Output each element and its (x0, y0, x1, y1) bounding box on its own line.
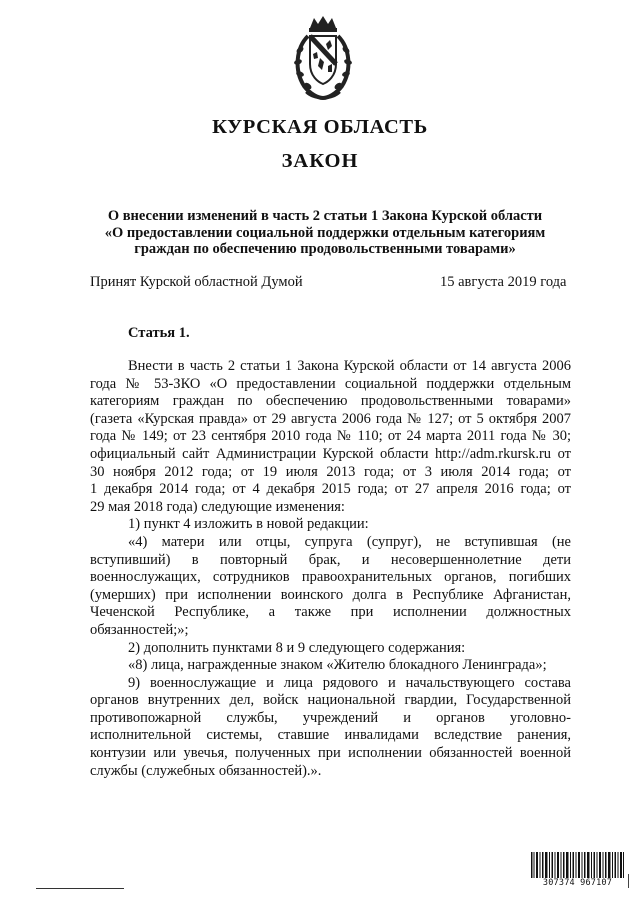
text-line: года № 149; от 23 сентября 2010 года № 110; от 24 марта 2011 года № 30; (90, 428, 571, 445)
text-line: 9) военнослужащие и лица рядового и начальствующего состава (128, 674, 571, 691)
adopted-by-text: Принят Курской областной Думой (90, 274, 303, 290)
text-line: службы (служебных обязанностей).». (90, 762, 322, 779)
text-line: Чеченской Республике, а также при исполнении должностных (90, 604, 571, 621)
subject-line: граждан по обеспечению продовольственными товарами» (134, 241, 516, 257)
adoption-date: 15 августа 2019 года (440, 274, 567, 290)
document-type-heading: ЗАКОН (281, 150, 359, 172)
text-line: вступивший) в повторный брак, и несовершеннолетние дети (90, 551, 571, 568)
text-line: контузии или увечья, полученных при исполнении обязанностей военной (90, 745, 571, 762)
text-line: «8) лица, награжденные знаком «Жителю блокадного Ленинграда»; (128, 657, 547, 674)
text-line: года № 53-ЗКО «О предоставлении социальной поддержки отдельным (90, 375, 571, 392)
article-title: Статья 1. (128, 325, 190, 341)
text-line: обязанностей;»; (90, 621, 189, 638)
text-line: 30 ноября 2012 года; от 19 июля 2013 года; от 3 июля 2014 года; от (90, 463, 571, 480)
subject-line: «О предоставлении социальной поддержки отдельным категориям (104, 224, 546, 241)
barcode-number: 307374 967107 (530, 878, 625, 888)
text-line: исполнительной системы, ставшие инвалидами вследствие ранения, (90, 727, 571, 744)
footer-divider (36, 888, 124, 889)
text-line: (умерших) при исполнении воинского долга в Республике Афганистан, (90, 586, 571, 603)
text-line: 2) дополнить пунктами 8 и 9 следующего содержания: (128, 639, 466, 656)
text-line: 29 мая 2018 года) следующие изменения: (90, 498, 345, 515)
law-subject-title (90, 208, 560, 258)
subject-line: О внесении изменений в часть 2 статьи 1 Закона Курской области (107, 208, 543, 224)
text-line: противопожарной службы, учреждений и органов уголовно- (90, 709, 571, 726)
text-line: органов внутренних дел, войск национальной гвардии, Государственной (90, 692, 571, 709)
text-line: военнослужащих, сотрудников правоохранительных органов, погибших (90, 569, 571, 586)
region-heading: КУРСКАЯ ОБЛАСТЬ (212, 116, 428, 138)
article-body (90, 358, 571, 780)
text-line: официальный сайт Администрации Курской области http://adm.rkursk.ru от (90, 445, 571, 462)
margin-mark (628, 874, 633, 888)
text-line: Внести в часть 2 статьи 1 Закона Курской области от 14 августа 2006 (128, 358, 571, 374)
text-line: 1) пункт 4 изложить в новой редакции: (128, 516, 369, 533)
text-line: категориям граждан по обеспечению продовольственными товарами» (90, 393, 571, 410)
text-line: 1 декабря 2014 года; от 4 декабря 2015 года; от 27 апреля 2016 года; от (90, 481, 571, 498)
coat-of-arms-emblem (288, 14, 358, 102)
text-line: «4) матери или отцы, супруга (супруг), не вступившая (не (128, 533, 571, 550)
text-line: (газета «Курская правда» от 29 августа 2006 года № 127; от 5 октября 2007 (90, 410, 571, 427)
